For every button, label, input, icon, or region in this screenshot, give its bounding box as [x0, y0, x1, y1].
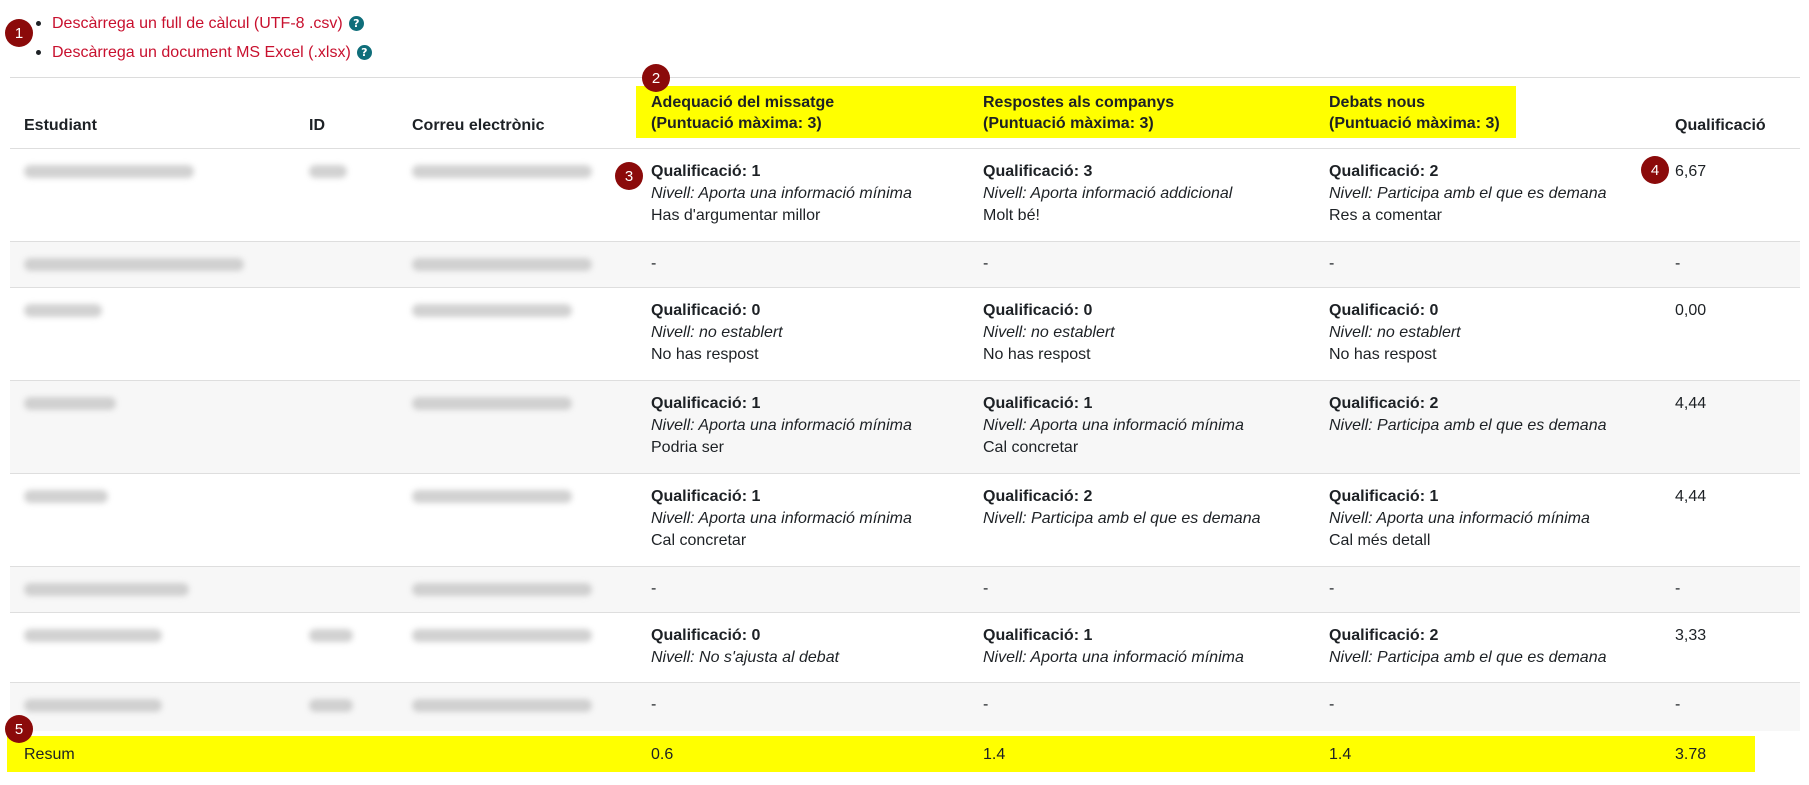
col-header-email[interactable]: Correu electrònic [412, 117, 545, 134]
table-row [10, 287, 1800, 381]
annotation-badge: 3 [615, 162, 643, 190]
criterion-score: Qualificació: 2 [1329, 163, 1439, 180]
criterion-score: Qualificació: 3 [983, 163, 1093, 180]
level-value: No s'ajusta al debat [699, 649, 840, 666]
student-email-redacted [412, 490, 572, 503]
summary-criterion-2: 1.4 [983, 746, 1006, 763]
level-value: Participa amb el que es demana [1377, 417, 1607, 434]
download-csv-link[interactable]: Descàrrega un full de càlcul (UTF-8 .csv) [52, 15, 343, 32]
summary-highlight [7, 736, 1755, 772]
level-label: Nivell: [983, 417, 1027, 434]
student-name-redacted [24, 258, 244, 271]
criterion-score: Qualificació: 0 [651, 627, 761, 644]
level-label: Nivell: [651, 417, 695, 434]
student-id-redacted [309, 165, 347, 178]
annotation-badge: 2 [642, 64, 670, 92]
grade-cell: 3,33 [1675, 627, 1707, 644]
criterion-cell-empty: - [651, 580, 657, 597]
level-label: Nivell: [983, 185, 1027, 202]
criterion-level-text [1329, 510, 1590, 527]
criterion-title: Debats nous [1329, 94, 1426, 111]
criterion-cell-empty: - [1329, 255, 1335, 272]
student-id-redacted [309, 699, 353, 712]
level-value: Participa amb el que es demana [1377, 649, 1607, 666]
criterion-cell [983, 161, 1232, 227]
grade-cell: 0,00 [1675, 302, 1707, 319]
criterion-cell [651, 393, 912, 459]
criterion-title: Respostes als companys [983, 94, 1175, 111]
download-links [36, 12, 372, 70]
level-label: Nivell: [983, 510, 1027, 527]
student-name-redacted [24, 629, 162, 642]
criterion-feedback: Has d'argumentar millor [651, 207, 821, 224]
criterion-level-text [1329, 185, 1606, 202]
criterion-level [1329, 183, 1606, 205]
level-value: Aporta una informació mínima [698, 510, 912, 527]
criterion-level [651, 322, 783, 344]
criterion-score: Qualificació: 1 [651, 488, 761, 505]
criterion-level-text [1329, 417, 1606, 434]
level-value: Aporta una informació mínima [698, 185, 912, 202]
criterion-level [983, 183, 1232, 205]
criterion-score: Qualificació: 1 [983, 627, 1093, 644]
criterion-cell-empty: - [983, 696, 989, 713]
col-header-criterion-1[interactable] [651, 92, 834, 134]
criterion-feedback: No has respost [651, 346, 759, 363]
level-value: Aporta una informació mínima [1376, 510, 1590, 527]
criterion-max: (Puntuació màxima: 3) [651, 115, 822, 132]
criterion-cell [983, 393, 1244, 459]
criterion-cell-empty: - [983, 580, 989, 597]
level-label: Nivell: [1329, 649, 1373, 666]
student-name-redacted [24, 490, 108, 503]
criterion-level-text [983, 417, 1244, 434]
criterion-level [651, 508, 912, 530]
student-email-redacted [412, 165, 592, 178]
download-csv-item [52, 12, 372, 35]
level-value: no establert [1377, 324, 1461, 341]
criterion-score: Qualificació: 1 [983, 395, 1093, 412]
student-name-redacted [24, 165, 194, 178]
student-email-redacted [412, 583, 592, 596]
criterion-score: Qualificació: 2 [1329, 395, 1439, 412]
level-label: Nivell: [1329, 324, 1373, 341]
criterion-score: Qualificació: 2 [1329, 627, 1439, 644]
level-label: Nivell: [651, 324, 695, 341]
criterion-cell-empty: - [983, 255, 989, 272]
col-header-id[interactable]: ID [309, 117, 325, 134]
student-email-redacted [412, 258, 592, 271]
level-value: Aporta una informació mínima [1030, 649, 1244, 666]
criterion-cell [651, 300, 783, 366]
criterion-level-text [651, 185, 912, 202]
table-row [10, 566, 1800, 613]
level-label: Nivell: [1329, 510, 1373, 527]
criterion-title: Adequació del missatge [651, 94, 835, 111]
table-row [10, 241, 1800, 288]
criterion-level [983, 415, 1244, 437]
grade-cell: - [1675, 580, 1681, 597]
student-name-redacted [24, 583, 189, 596]
criterion-level-text [651, 417, 912, 434]
criterion-cell [1329, 161, 1606, 227]
criterion-level-text [1329, 324, 1461, 341]
criterion-level-text [983, 185, 1232, 202]
criterion-feedback: No has respost [1329, 346, 1437, 363]
criterion-level [651, 415, 912, 437]
level-value: no establert [1031, 324, 1115, 341]
criterion-level [983, 647, 1244, 669]
download-xlsx-item [52, 41, 372, 64]
annotation-badge: 1 [5, 19, 33, 47]
criterion-cell [1329, 625, 1606, 669]
criterion-level-text [983, 324, 1115, 341]
col-header-criterion-2[interactable] [983, 92, 1174, 134]
criterion-feedback: Cal concretar [983, 439, 1079, 456]
criterion-cell-empty: - [651, 255, 657, 272]
grade-cell: - [1675, 255, 1681, 272]
criterion-level [1329, 415, 1606, 437]
criterion-level-text [1329, 649, 1606, 666]
criterion-level [983, 508, 1260, 530]
criterion-cell-empty: - [1329, 580, 1335, 597]
student-id-redacted [309, 629, 353, 642]
criterion-cell [983, 486, 1260, 530]
criterion-score: Qualificació: 2 [983, 488, 1093, 505]
criterion-score: Qualificació: 1 [651, 163, 761, 180]
criterion-max: (Puntuació màxima: 3) [1329, 115, 1500, 132]
annotation-badge: 5 [5, 715, 33, 743]
level-value: Participa amb el que es demana [1377, 185, 1607, 202]
criterion-level-text [983, 649, 1244, 666]
col-header-student[interactable]: Estudiant [24, 117, 97, 134]
annotation-badge: 4 [1641, 156, 1669, 184]
grade-cell: 6,67 [1675, 163, 1707, 180]
criterion-feedback: No has respost [983, 346, 1091, 363]
criterion-feedback: Cal més detall [1329, 532, 1431, 549]
col-header-criterion-3[interactable] [1329, 92, 1500, 134]
criterion-level [1329, 322, 1461, 344]
criterion-cell [983, 300, 1115, 366]
help-icon[interactable]: ? [349, 16, 364, 31]
summary-criterion-3: 1.4 [1329, 746, 1352, 763]
level-value: Aporta una informació mínima [698, 417, 912, 434]
grade-cell: - [1675, 696, 1681, 713]
criterion-level-text [651, 510, 912, 527]
level-label: Nivell: [1329, 185, 1373, 202]
level-value: Aporta una informació mínima [1030, 417, 1244, 434]
criterion-feedback: Podria ser [651, 439, 724, 456]
criterion-score: Qualificació: 0 [651, 302, 761, 319]
criterion-level [651, 183, 912, 205]
student-name-redacted [24, 699, 162, 712]
level-label: Nivell: [651, 510, 695, 527]
criterion-level [1329, 647, 1606, 669]
criterion-cell-empty: - [1329, 696, 1335, 713]
level-label: Nivell: [983, 649, 1027, 666]
student-name-redacted [24, 397, 116, 410]
criterion-max: (Puntuació màxima: 3) [983, 115, 1154, 132]
criterion-feedback: Cal concretar [651, 532, 747, 549]
student-email-redacted [412, 304, 572, 317]
criterion-feedback: Molt bé! [983, 207, 1040, 224]
summary-criterion-1: 0.6 [651, 746, 674, 763]
criterion-cell-empty: - [651, 696, 657, 713]
level-value: Aporta informació addicional [1030, 185, 1233, 202]
criterion-score: Qualificació: 0 [983, 302, 1093, 319]
grade-cell: 4,44 [1675, 395, 1707, 412]
criterion-cell [1329, 393, 1606, 437]
criterion-score: Qualificació: 1 [651, 395, 761, 412]
download-xlsx-link[interactable]: Descàrrega un document MS Excel (.xlsx) [52, 44, 351, 61]
grade-cell: 4,44 [1675, 488, 1707, 505]
criterion-cell [651, 625, 839, 669]
student-name-redacted [24, 304, 102, 317]
divider [10, 77, 1800, 78]
criterion-level [651, 647, 839, 669]
criterion-level-text [651, 649, 839, 666]
student-email-redacted [412, 629, 592, 642]
summary-grade: 3.78 [1675, 746, 1707, 763]
criterion-cell [1329, 486, 1590, 552]
criterion-cell [651, 161, 912, 227]
col-header-grade[interactable]: Qualificació [1675, 117, 1766, 134]
level-value: no establert [699, 324, 783, 341]
criterion-level-text [651, 324, 783, 341]
help-icon[interactable]: ? [357, 45, 372, 60]
criterion-cell [1329, 300, 1461, 366]
summary-label: Resum [24, 746, 75, 763]
criterion-level [983, 322, 1115, 344]
student-email-redacted [412, 397, 572, 410]
level-label: Nivell: [1329, 417, 1373, 434]
criterion-level [1329, 508, 1590, 530]
level-value: Participa amb el que es demana [1031, 510, 1261, 527]
criterion-score: Qualificació: 1 [1329, 488, 1439, 505]
criterion-cell [651, 486, 912, 552]
criterion-level-text [983, 510, 1260, 527]
table-row [10, 682, 1800, 731]
criterion-score: Qualificació: 0 [1329, 302, 1439, 319]
student-email-redacted [412, 699, 592, 712]
level-label: Nivell: [651, 649, 695, 666]
level-label: Nivell: [983, 324, 1027, 341]
level-label: Nivell: [651, 185, 695, 202]
criterion-cell [983, 625, 1244, 669]
criterion-feedback: Res a comentar [1329, 207, 1442, 224]
